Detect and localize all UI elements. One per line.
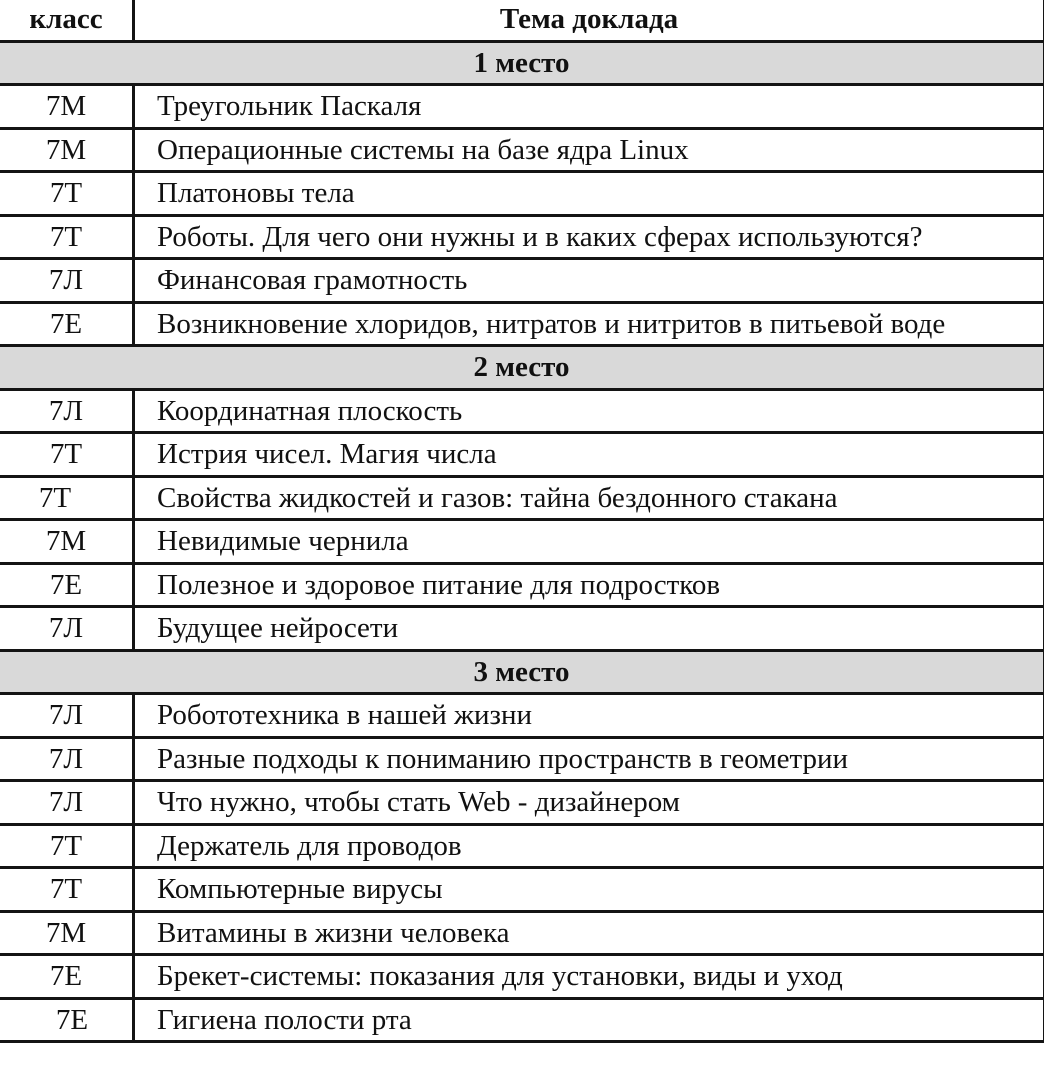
- table-row: [0, 781, 1044, 825]
- topic-cell: Будущее нейросети: [134, 607, 1044, 651]
- topic-cell: Платоновы тела: [134, 172, 1044, 216]
- topic-cell: Операционные системы на базе ядра Linux: [134, 128, 1044, 172]
- class-column-header: класс: [0, 0, 134, 41]
- class-cell: 7Т: [0, 215, 134, 259]
- class-cell: 7Т: [0, 433, 134, 477]
- table-row: [0, 389, 1044, 433]
- topic-cell: Робототехника в нашей жизни: [134, 694, 1044, 738]
- table-row: [0, 85, 1044, 129]
- class-cell: 7Т: [0, 172, 134, 216]
- section-row-place-3: [0, 650, 1044, 694]
- topic-cell: Витамины в жизни человека: [134, 911, 1044, 955]
- topic-cell: Треугольник Паскаля: [134, 85, 1044, 129]
- topic-cell: Брекет-системы: показания для установки, виды и уход: [134, 955, 1044, 999]
- table-row: [0, 520, 1044, 564]
- class-cell: 7М: [0, 520, 134, 564]
- section-row-place-1: [0, 41, 1044, 85]
- class-cell: 7Л: [0, 781, 134, 825]
- header-row: [0, 0, 1044, 41]
- class-cell: 7Е: [0, 302, 134, 346]
- table-row: [0, 172, 1044, 216]
- table-row: [0, 868, 1044, 912]
- class-cell: 7Л: [0, 389, 134, 433]
- table-row: [0, 607, 1044, 651]
- class-cell: 7Т: [0, 868, 134, 912]
- topic-cell: Невидимые чернила: [134, 520, 1044, 564]
- topic-cell: Свойства жидкостей и газов: тайна бездонного стакана: [134, 476, 1044, 520]
- topic-cell: Разные подходы к пониманию пространств в геометрии: [134, 737, 1044, 781]
- class-cell: 7Т: [0, 824, 134, 868]
- topic-cell: Роботы. Для чего они нужны и в каких сферах используются?: [134, 215, 1044, 259]
- class-cell: 7Е: [0, 955, 134, 999]
- class-cell: 7Л: [0, 259, 134, 303]
- topic-column-header: Тема доклада: [134, 0, 1044, 41]
- class-cell: 7Е: [0, 563, 134, 607]
- topic-cell: Полезное и здоровое питание для подростков: [134, 563, 1044, 607]
- table-row: [0, 998, 1044, 1042]
- table-row: [0, 433, 1044, 477]
- section-title: 2 место: [0, 346, 1044, 390]
- class-cell: 7М: [0, 911, 134, 955]
- table-row: [0, 476, 1044, 520]
- table-row: [0, 694, 1044, 738]
- table-row: [0, 128, 1044, 172]
- table-row: [0, 737, 1044, 781]
- table-row: [0, 302, 1044, 346]
- table-row: [0, 824, 1044, 868]
- section-title: 1 место: [0, 41, 1044, 85]
- topic-cell: Истрия чисел. Магия числа: [134, 433, 1044, 477]
- topic-cell: Что нужно, чтобы стать Web - дизайнером: [134, 781, 1044, 825]
- class-cell: 7М: [0, 85, 134, 129]
- table-body: [0, 41, 1044, 1042]
- topic-cell: Финансовая грамотность: [134, 259, 1044, 303]
- topic-cell: Держатель для проводов: [134, 824, 1044, 868]
- table-row: [0, 215, 1044, 259]
- table-row: [0, 955, 1044, 999]
- class-cell: 7Е: [0, 998, 134, 1042]
- class-cell: 7Л: [0, 607, 134, 651]
- topic-cell: Гигиена полости рта: [134, 998, 1044, 1042]
- section-row-place-2: [0, 346, 1044, 390]
- table-row: [0, 563, 1044, 607]
- topic-cell: Компьютерные вирусы: [134, 868, 1044, 912]
- class-cell: 7Т: [0, 476, 134, 520]
- topic-cell: Возникновение хлоридов, нитратов и нитритов в питьевой воде: [134, 302, 1044, 346]
- table-row: [0, 259, 1044, 303]
- class-cell: 7Л: [0, 694, 134, 738]
- topic-cell: Координатная плоскость: [134, 389, 1044, 433]
- table-row: [0, 911, 1044, 955]
- class-cell: 7М: [0, 128, 134, 172]
- section-title: 3 место: [0, 650, 1044, 694]
- class-cell: 7Л: [0, 737, 134, 781]
